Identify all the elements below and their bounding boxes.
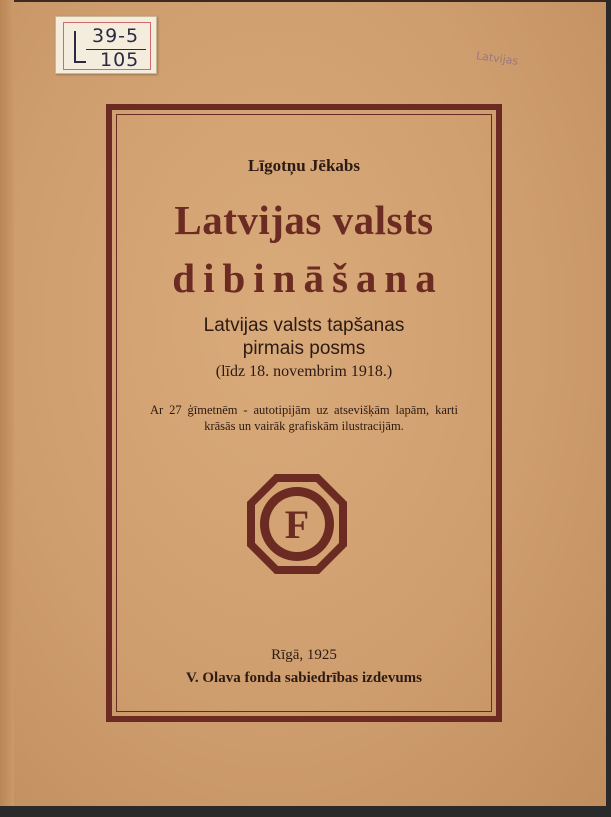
author-name: Līgotņu Jēkabs (248, 156, 360, 175)
scan-edge-right (606, 0, 611, 817)
title-line-1: Latvijas valsts (174, 197, 434, 243)
publisher-name: V. Olava fonda sabiedrības izdevums (185, 670, 422, 686)
illustrations-note: Ar 27 ģīmetnēm - autotipijām uz atsevišķām lapām, karti krāsās un vairāk grafiskām ilustracijām. (150, 403, 458, 433)
subtitle-line-3: (līdz 18. novembrim 1918.) (215, 363, 393, 380)
library-stamp: Latvijas (475, 49, 519, 68)
subtitle-line-2: pirmais posms (242, 338, 366, 359)
title-line-2: dibināšana (172, 255, 444, 301)
shelf-number-top: 39-5 (92, 25, 140, 47)
subtitle-line-1: Latvijas valsts tapšanas (203, 315, 405, 336)
place-and-year: Rīgā, 1925 (271, 647, 337, 663)
shelf-label-border (63, 22, 151, 70)
logo-letter: F (284, 502, 310, 547)
library-shelf-label (55, 16, 157, 74)
publisher-logo-icon (245, 472, 349, 576)
spine-edge (0, 0, 14, 812)
scan-edge-bottom (0, 806, 611, 817)
shelf-bracket-mark (74, 31, 86, 63)
shelf-number-bottom: 105 (100, 49, 140, 71)
